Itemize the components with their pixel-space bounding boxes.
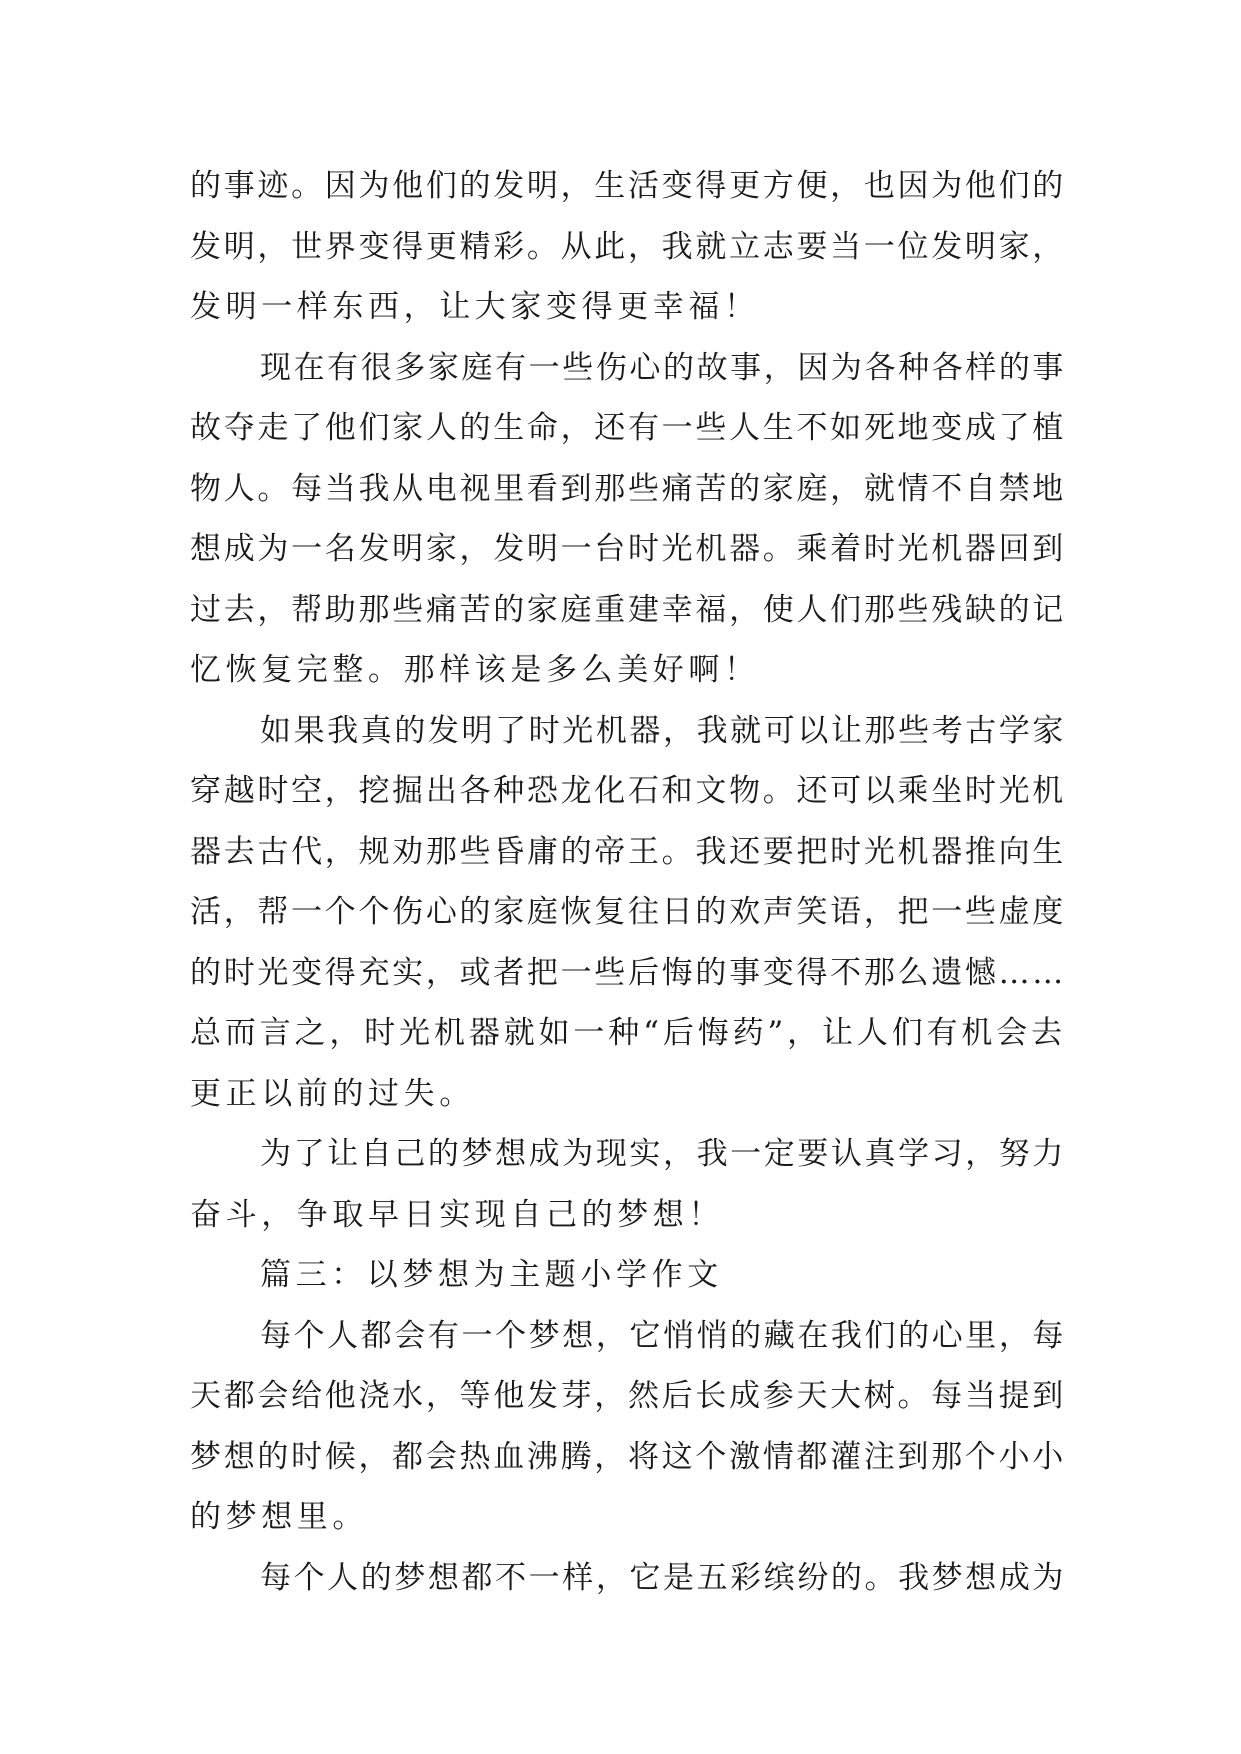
text-line: 故夺走了他们家人的生命，还有一些人生不如死地变成了植	[190, 410, 1066, 446]
text-line: 梦想的时候，都会热血沸腾，将这个激情都灌注到那个小小	[190, 1438, 1066, 1475]
document-body	[190, 156, 1066, 1608]
text-line: 想成为一名发明家，发明一台时光机器。乘着时光机器回到	[190, 531, 1066, 567]
text-line: 奋斗，争取早日实现自己的梦想！	[190, 1196, 724, 1233]
paragraph-start-line: 每个人的梦想都不一样，它是五彩缤纷的。我梦想成为	[260, 1559, 1066, 1596]
text-line: 发明，世界变得更精彩。从此，我就立志要当一位发明家，	[190, 228, 1066, 265]
text-line: 穿越时空，挖掘出各种恐龙化石和文物。还可以乘坐时光机	[190, 773, 1066, 809]
text-line: 发明一样东西，让大家变得更幸福！	[190, 289, 760, 325]
paragraph-start-line: 为了让自己的梦想成为现实，我一定要认真学习，努力	[260, 1136, 1066, 1172]
text-line: 过去，帮助那些痛苦的家庭重建幸福，使人们那些残缺的记	[190, 591, 1066, 628]
text-line: 忆恢复完整。那样该是多么美好啊！	[190, 652, 760, 688]
paragraph-start-line: 如果我真的发明了时光机器，我就可以让那些考古学家	[260, 712, 1066, 749]
text-line: 天都会给他浇水，等他发芽，然后长成参天大树。每当提到	[190, 1378, 1066, 1414]
text-line: 物人。每当我从电视里看到那些痛苦的家庭，就情不自禁地	[190, 470, 1066, 507]
paragraph-start-line: 现在有很多家庭有一些伤心的故事，因为各种各样的事	[260, 349, 1066, 386]
text-line: 活，帮一个个伤心的家庭恢复往日的欢声笑语，把一些虚度	[190, 894, 1066, 930]
text-line: 更正以前的过失。	[190, 1075, 475, 1112]
section-heading: 篇三：以梦想为主题小学作文	[260, 1257, 723, 1293]
paragraph-start-line: 每个人都会有一个梦想，它悄悄的藏在我们的心里，每	[260, 1317, 1066, 1354]
text-line: 的梦想里。	[190, 1499, 368, 1535]
text-line: 的时光变得充实，或者把一些后悔的事变得不那么遗憾……	[190, 954, 1066, 991]
text-line: 总而言之，时光机器就如一种“后悔药”，让人们有机会去	[190, 1015, 1066, 1051]
text-line: 器去古代，规劝那些昏庸的帝王。我还要把时光机器推向生	[190, 833, 1066, 870]
text-line: 的事迹。因为他们的发明，生活变得更方便，也因为他们的	[190, 168, 1066, 204]
